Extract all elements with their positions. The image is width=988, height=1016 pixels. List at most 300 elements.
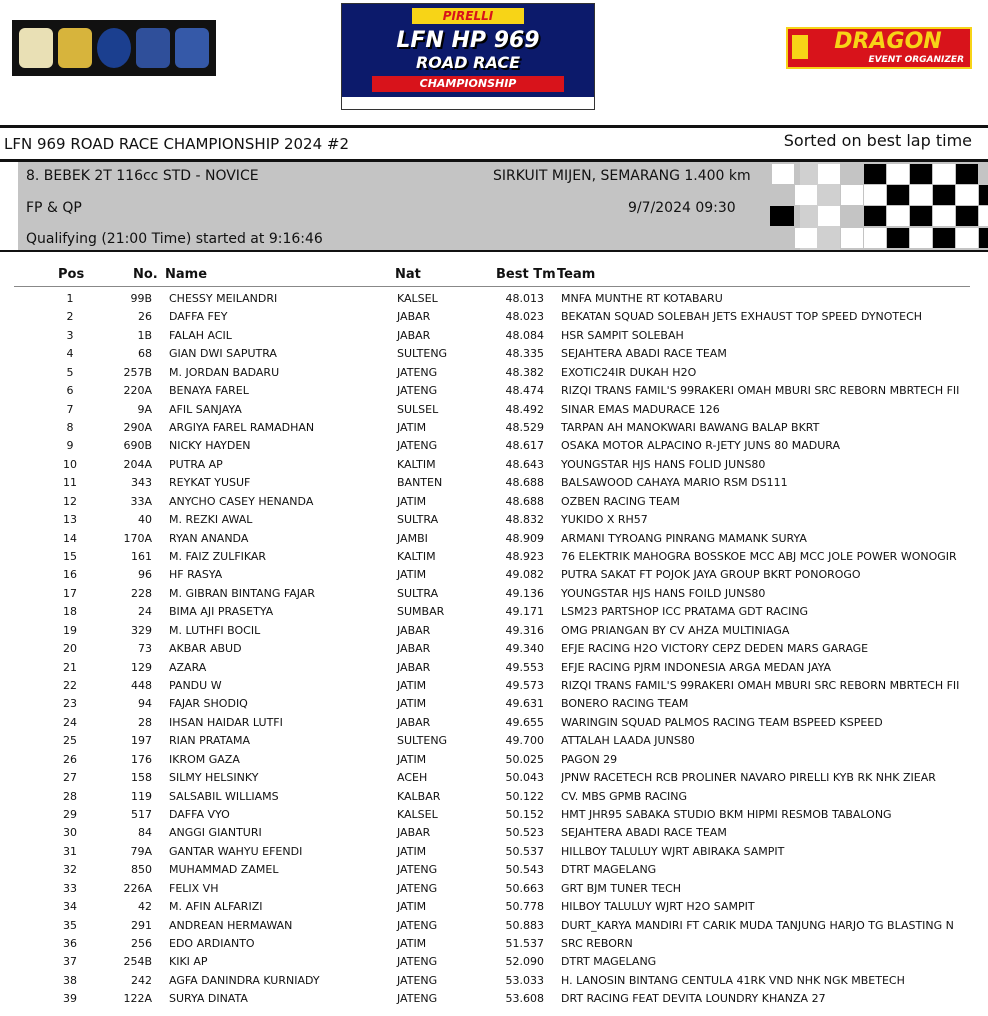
cell-team: RIZQI TRANS FAMIL'S 99RAKERI OMAH MBURI SRC REBORN MBRTECH FII <box>561 679 960 693</box>
cell-name: IHSAN HAIDAR LUTFI <box>169 715 283 729</box>
cell-best: 50.778 <box>505 900 544 914</box>
table-row <box>0 474 988 492</box>
cell-team: PAGON 29 <box>561 752 618 766</box>
cell-team: OZBEN RACING TEAM <box>561 494 680 508</box>
cell-nat: JATIM <box>397 937 427 951</box>
cell-nat: JABAR <box>397 660 431 674</box>
cell-best: 49.700 <box>505 734 544 748</box>
cell-nat: JABAR <box>397 328 431 342</box>
cell-pos: 4 <box>66 347 74 361</box>
cell-nat: JATIM <box>397 900 427 914</box>
cell-team: HMT JHR95 SABAKA STUDIO BKM HIPMI RESMOB TABALONG <box>561 808 892 822</box>
cell-no: 220A <box>123 384 152 398</box>
table-row <box>0 861 988 879</box>
cell-no: 33A <box>130 494 152 508</box>
cell-pos: 30 <box>63 826 77 840</box>
cell-nat: JAMBI <box>397 531 428 545</box>
table-row <box>0 751 988 769</box>
cell-name: GIAN DWI SAPUTRA <box>169 347 277 361</box>
cell-best: 48.013 <box>505 292 544 305</box>
table-row <box>0 732 988 750</box>
pirelli-brand: PIRELLI <box>412 8 524 24</box>
cell-best: 48.023 <box>505 310 544 324</box>
table-row <box>0 806 988 824</box>
table-row <box>0 622 988 640</box>
cell-nat: JATENG <box>397 439 438 453</box>
cell-nat: JATIM <box>397 421 427 434</box>
cell-name: RYAN ANANDA <box>169 531 249 545</box>
table-row <box>0 990 988 1008</box>
organizer-name: DRAGON <box>834 29 942 54</box>
cell-nat: JATENG <box>397 973 438 987</box>
table-row <box>0 677 988 695</box>
cell-no: 254B <box>123 955 152 969</box>
cell-name: DAFFA FEY <box>169 310 228 324</box>
cell-name: RIAN PRATAMA <box>169 734 251 748</box>
cell-pos: 16 <box>63 568 77 582</box>
cell-best: 53.608 <box>505 992 544 1006</box>
cell-no: 170A <box>123 531 152 545</box>
table-row <box>0 530 988 548</box>
cell-name: GANTAR WAHYU EFENDI <box>169 844 303 858</box>
cell-name: FALAH ACIL <box>169 328 232 342</box>
cell-nat: KALSEL <box>397 292 438 305</box>
cell-nat: SULSEL <box>397 402 439 416</box>
table-row <box>0 603 988 621</box>
cell-name: FELIX VH <box>169 881 219 895</box>
police-badge-icon <box>136 28 170 68</box>
cell-name: FAJAR SHODIQ <box>169 697 248 711</box>
cell-nat: JATIM <box>397 568 427 582</box>
cell-name: AKBAR ABUD <box>169 642 242 656</box>
table-row <box>0 788 988 806</box>
table-row <box>0 953 988 971</box>
table-row <box>0 714 988 732</box>
cell-best: 51.537 <box>505 937 544 951</box>
cell-team: EXOTIC24IR DUKAH H2O <box>561 365 697 379</box>
cell-team: OSAKA MOTOR ALPACINO R-JETY JUNS 80 MADURA <box>561 439 840 453</box>
cell-pos: 35 <box>63 918 77 932</box>
cell-nat: JABAR <box>397 826 431 840</box>
cell-no: 256 <box>131 937 152 951</box>
cell-pos: 17 <box>63 586 77 600</box>
cell-best: 53.033 <box>505 973 544 987</box>
table-row <box>0 898 988 916</box>
cell-no: 99B <box>130 292 152 305</box>
cell-best: 48.084 <box>505 328 544 342</box>
cell-team: PUTRA SAKAT FT POJOK JAYA GROUP BKRT PONOROGO <box>561 568 861 582</box>
cell-nat: KALSEL <box>397 808 438 822</box>
cell-best: 48.382 <box>505 365 544 379</box>
cell-no: 226A <box>123 881 152 895</box>
cell-name: M. LUTHFI BOCIL <box>169 623 261 637</box>
cell-best: 48.617 <box>505 439 544 453</box>
cell-pos: 36 <box>63 937 77 951</box>
cell-nat: JATENG <box>397 881 438 895</box>
table-row <box>0 548 988 566</box>
table-row <box>0 493 988 511</box>
checkered-flag-icon <box>770 162 988 250</box>
cell-team: JPNW RACETECH RCB PROLINER NAVARO PIRELLI KYB RK NHK ZIEAR <box>561 771 936 785</box>
cell-nat: KALTIM <box>397 550 436 564</box>
table-row <box>0 382 988 400</box>
cell-pos: 21 <box>63 660 77 674</box>
column-header-team: Team <box>557 267 596 282</box>
cell-name: M. GIBRAN BINTANG FAJAR <box>169 586 315 600</box>
cell-team: YOUNGSTAR HJS HANS FOLID JUNS80 <box>561 457 766 471</box>
cell-best: 48.909 <box>505 531 544 545</box>
cell-name: BENAYA FAREL <box>169 384 249 398</box>
cell-team: HSR SAMPIT SOLEBAH <box>561 328 684 342</box>
cell-team: SEJAHTERA ABADI RACE TEAM <box>561 826 727 840</box>
cell-best: 50.883 <box>505 918 544 932</box>
cell-best: 52.090 <box>505 955 544 969</box>
cell-nat: ACEH <box>397 771 428 785</box>
cell-best: 49.136 <box>505 586 544 600</box>
table-row <box>0 917 988 935</box>
cell-team: DURT_KARYA MANDIRI FT CARIK MUDA TANJUNG HARJO TG BLASTING N <box>561 918 954 932</box>
cell-no: 94 <box>138 697 152 711</box>
table-row <box>0 935 988 953</box>
cell-pos: 10 <box>63 457 77 471</box>
table-row <box>0 695 988 713</box>
circuit-info: SIRKUIT MIJEN, SEMARANG 1.400 km <box>493 168 751 184</box>
cell-nat: JABAR <box>397 715 431 729</box>
cell-team: BALSAWOOD CAHAYA MARIO RSM DS111 <box>561 476 788 490</box>
table-row <box>0 843 988 861</box>
cell-no: 84 <box>138 826 152 840</box>
organizer-sub: EVENT ORGANIZER <box>868 55 964 65</box>
cell-best: 50.025 <box>505 752 544 766</box>
cell-name: M. AFIN ALFARIZI <box>169 900 263 914</box>
session-datetime: 9/7/2024 09:30 <box>628 200 736 216</box>
cell-no: 517 <box>131 808 152 822</box>
sponsor-strip <box>342 97 594 109</box>
cell-nat: JATIM <box>397 844 427 858</box>
cell-best: 50.537 <box>505 844 544 858</box>
cell-pos: 5 <box>66 365 74 379</box>
cell-nat: JABAR <box>397 642 431 656</box>
column-header-name: Name <box>165 267 208 282</box>
cell-team: GRT BJM TUNER TECH <box>561 881 682 895</box>
cell-name: KIKI AP <box>169 955 208 969</box>
province-seal-icon <box>19 28 53 68</box>
cell-best: 49.553 <box>505 660 544 674</box>
cell-name: AGFA DANINDRA KURNIADY <box>169 973 320 987</box>
cell-pos: 32 <box>63 863 77 877</box>
cell-pos: 13 <box>63 513 77 527</box>
cell-best: 49.631 <box>505 697 544 711</box>
cell-best: 50.523 <box>505 826 544 840</box>
table-row <box>0 290 988 308</box>
cell-best: 49.171 <box>505 605 544 619</box>
cell-no: 26 <box>138 310 152 324</box>
cell-best: 48.335 <box>505 347 544 361</box>
table-row <box>0 566 988 584</box>
cell-no: 448 <box>131 679 152 693</box>
cell-name: ANYCHO CASEY HENANDA <box>169 494 314 508</box>
table-row <box>0 327 988 345</box>
cell-no: 257B <box>123 365 152 379</box>
cell-no: 68 <box>138 347 152 361</box>
event-logo-subtitle: ROAD RACE <box>415 53 521 72</box>
cell-pos: 6 <box>66 384 74 398</box>
cell-nat: JATENG <box>397 365 438 379</box>
cell-name: SILMY HELSINKY <box>169 771 259 785</box>
cell-nat: SULTENG <box>397 734 448 748</box>
column-header-no: No. <box>133 267 158 282</box>
cell-team: YOUNGSTAR HJS HANS FOILD JUNS80 <box>561 586 766 600</box>
cell-name: SALSABIL WILLIAMS <box>169 789 279 803</box>
cell-nat: JATENG <box>397 863 438 877</box>
cell-pos: 15 <box>63 550 77 564</box>
cell-best: 48.688 <box>505 476 544 490</box>
cell-name: DAFFA VYO <box>169 808 230 822</box>
cell-best: 49.573 <box>505 679 544 693</box>
session-type: FP & QP <box>26 200 82 216</box>
cell-best: 50.152 <box>505 808 544 822</box>
cell-name: REYKAT YUSUF <box>169 476 251 490</box>
cell-best: 49.316 <box>505 623 544 637</box>
cell-pos: 20 <box>63 642 77 656</box>
cell-best: 48.832 <box>505 513 544 527</box>
cell-pos: 31 <box>63 844 77 858</box>
table-row <box>0 972 988 990</box>
cell-pos: 29 <box>63 808 77 822</box>
cell-team: H. LANOSIN BINTANG CENTULA 41RK VND NHK NGK MBETECH <box>561 973 905 987</box>
cell-nat: BANTEN <box>397 476 443 490</box>
cell-no: 79A <box>130 844 152 858</box>
event-logo-subtitle2: CHAMPIONSHIP <box>372 76 564 92</box>
cell-best: 50.663 <box>505 881 544 895</box>
panel-bottom-divider <box>0 250 988 252</box>
cell-best: 48.688 <box>505 494 544 508</box>
cell-name: AFIL SANJAYA <box>169 402 242 416</box>
table-row <box>0 585 988 603</box>
cell-pos: 38 <box>63 973 77 987</box>
city-police-badge-icon <box>175 28 209 68</box>
cell-no: 343 <box>131 476 152 490</box>
cell-team: DTRT MAGELANG <box>561 863 657 877</box>
cell-name: AZARA <box>169 660 207 674</box>
top-divider <box>0 125 988 128</box>
column-header-pos: Pos <box>58 267 85 282</box>
cell-best: 50.122 <box>505 789 544 803</box>
cell-team: TARPAN AH MANOKWARI BAWANG BALAP BKRT <box>561 421 820 434</box>
table-row <box>0 769 988 787</box>
cell-name: EDO ARDIANTO <box>169 937 255 951</box>
table-row <box>0 364 988 382</box>
cell-name: IKROM GAZA <box>169 752 240 766</box>
table-row <box>0 456 988 474</box>
cell-nat: JABAR <box>397 623 431 637</box>
cell-nat: JATENG <box>397 955 438 969</box>
cell-nat: JATENG <box>397 918 438 932</box>
dragon-arrow-icon <box>792 35 808 59</box>
cell-pos: 3 <box>66 328 74 342</box>
cell-name: M. FAIZ ZULFIKAR <box>169 550 267 564</box>
cell-name: PANDU W <box>169 679 222 693</box>
cell-team: SEJAHTERA ABADI RACE TEAM <box>561 347 727 361</box>
cell-name: ANGGI GIANTURI <box>169 826 262 840</box>
cell-name: CHESSY MEILANDRI <box>169 292 278 305</box>
cell-no: 228 <box>131 586 152 600</box>
cell-no: 197 <box>131 734 152 748</box>
cell-name: HF RASYA <box>169 568 223 582</box>
table-row <box>0 308 988 326</box>
cell-team: ATTALAH LAADA JUNS80 <box>561 734 695 748</box>
cell-no: 28 <box>138 715 152 729</box>
cell-nat: SULTRA <box>397 586 439 600</box>
table-row <box>0 640 988 658</box>
police-emblem-icon <box>97 28 131 68</box>
cell-pos: 18 <box>63 605 77 619</box>
cell-pos: 33 <box>63 881 77 895</box>
cell-pos: 11 <box>63 476 77 490</box>
cell-team: HILBOY TALULUY WJRT H2O SAMPIT <box>561 900 755 914</box>
cell-team: SRC REBORN <box>561 937 633 951</box>
cell-pos: 7 <box>66 402 74 416</box>
cell-pos: 12 <box>63 494 77 508</box>
cell-no: 40 <box>138 513 152 527</box>
cell-no: 42 <box>138 900 152 914</box>
cell-no: 24 <box>138 605 152 619</box>
cell-name: M. REZKI AWAL <box>169 513 253 527</box>
cell-no: 161 <box>131 550 152 564</box>
table-row <box>0 511 988 529</box>
cell-best: 48.643 <box>505 457 544 471</box>
organizer-logo <box>786 27 972 69</box>
cell-name: M. JORDAN BADARU <box>169 365 280 379</box>
cell-no: 96 <box>138 568 152 582</box>
cell-best: 50.543 <box>505 863 544 877</box>
column-header-nat: Nat <box>395 267 421 282</box>
cell-best: 48.474 <box>505 384 544 398</box>
cell-best: 48.492 <box>505 402 544 416</box>
table-row <box>0 401 988 419</box>
cell-team: EFJE RACING H2O VICTORY CEPZ DEDEN MARS GARAGE <box>561 642 869 656</box>
cell-nat: SULTRA <box>397 513 439 527</box>
cell-pos: 22 <box>63 679 77 693</box>
cell-pos: 14 <box>63 531 77 545</box>
cell-nat: JATIM <box>397 679 427 693</box>
table-row <box>0 345 988 363</box>
cell-no: 204A <box>123 457 152 471</box>
cell-no: 690B <box>123 439 152 453</box>
column-header-best: Best Tm <box>496 267 556 282</box>
cell-nat: SUMBAR <box>397 605 445 619</box>
table-row <box>0 419 988 437</box>
cell-no: 176 <box>131 752 152 766</box>
cell-no: 850 <box>131 863 152 877</box>
header-underline <box>14 286 970 287</box>
cell-team: ARMANI TYROANG PINRANG MAMANK SURYA <box>561 531 807 545</box>
cell-pos: 19 <box>63 623 77 637</box>
cell-nat: JATIM <box>397 752 427 766</box>
cell-no: 119 <box>131 789 152 803</box>
cell-team: WARINGIN SQUAD PALMOS RACING TEAM BSPEED KSPEED <box>561 715 883 729</box>
cell-pos: 26 <box>63 752 77 766</box>
cell-name: ARGIYA FAREL RAMADHAN <box>169 421 315 434</box>
cell-name: PUTRA AP <box>169 457 223 471</box>
cell-team: 76 ELEKTRIK MAHOGRA BOSSKOE MCC ABJ MCC JOLE POWER WONOGIR <box>561 550 957 564</box>
event-logo-title: LFN HP 969 <box>396 28 540 53</box>
cell-team: DTRT MAGELANG <box>561 955 657 969</box>
cell-name: ANDREAN HERMAWAN <box>169 918 293 932</box>
cell-nat: KALTIM <box>397 457 436 471</box>
table-row <box>0 824 988 842</box>
cell-best: 49.340 <box>505 642 544 656</box>
qualifying-start: Qualifying (21:00 Time) started at 9:16:46 <box>26 231 323 247</box>
event-logo <box>341 3 595 110</box>
regional-seal-icon <box>58 28 92 68</box>
cell-pos: 1 <box>66 292 74 305</box>
cell-pos: 34 <box>63 900 77 914</box>
cell-pos: 24 <box>63 715 77 729</box>
cell-best: 48.923 <box>505 550 544 564</box>
cell-no: 242 <box>131 973 152 987</box>
cell-team: MNFA MUNTHE RT KOTABARU <box>561 292 723 305</box>
cell-nat: JATENG <box>397 992 438 1006</box>
cell-no: 1B <box>137 328 152 342</box>
cell-pos: 39 <box>63 992 77 1006</box>
cell-name: NICKY HAYDEN <box>169 439 251 453</box>
table-row <box>0 659 988 677</box>
cell-team: SINAR EMAS MADURACE 126 <box>561 402 720 416</box>
cell-name: SURYA DINATA <box>169 992 248 1006</box>
cell-team: BONERO RACING TEAM <box>561 697 689 711</box>
cell-no: 291 <box>131 918 152 932</box>
cell-nat: SULTENG <box>397 347 448 361</box>
cell-team: CV. MBS GPMB RACING <box>561 789 688 803</box>
cell-team: OMG PRIANGAN BY CV AHZA MULTINIAGA <box>561 623 790 637</box>
cell-pos: 28 <box>63 789 77 803</box>
cell-pos: 37 <box>63 955 77 969</box>
cell-nat: JATIM <box>397 697 427 711</box>
cell-nat: JABAR <box>397 310 431 324</box>
cell-team: DRT RACING FEAT DEVITA LOUNDRY KHANZA 27 <box>561 992 826 1006</box>
table-row <box>0 880 988 898</box>
cell-no: 329 <box>131 623 152 637</box>
cell-team: LSM23 PARTSHOP ICC PRATAMA GDT RACING <box>561 605 809 619</box>
cell-team: BEKATAN SQUAD SOLEBAH JETS EXHAUST TOP SPEED DYNOTECH <box>561 310 923 324</box>
cell-team: EFJE RACING PJRM INDONESIA ARGA MEDAN JAYA <box>561 660 831 674</box>
cell-no: 9A <box>137 402 152 416</box>
cell-no: 129 <box>131 660 152 674</box>
cell-best: 49.082 <box>505 568 544 582</box>
cell-best: 50.043 <box>505 771 544 785</box>
cell-team: HILLBOY TALULUY WJRT ABIRAKA SAMPIT <box>561 844 785 858</box>
cell-nat: KALBAR <box>397 789 441 803</box>
cell-name: BIMA AJI PRASETYA <box>169 605 274 619</box>
championship-title: LFN 969 ROAD RACE CHAMPIONSHIP 2024 #2 <box>4 135 349 153</box>
sponsor-seals <box>12 20 216 76</box>
cell-pos: 8 <box>66 421 74 434</box>
cell-no: 122A <box>123 992 152 1006</box>
cell-nat: JATENG <box>397 384 438 398</box>
table-row <box>0 437 988 455</box>
cell-team: RIZQI TRANS FAMIL'S 99RAKERI OMAH MBURI SRC REBORN MBRTECH FII <box>561 384 960 398</box>
cell-best: 49.655 <box>505 715 544 729</box>
cell-pos: 25 <box>63 734 77 748</box>
cell-team: YUKIDO X RH57 <box>561 513 648 527</box>
cell-no: 290A <box>123 421 152 434</box>
cell-pos: 23 <box>63 697 77 711</box>
cell-no: 158 <box>131 771 152 785</box>
cell-no: 73 <box>138 642 152 656</box>
class-name: 8. BEBEK 2T 116cc STD - NOVICE <box>26 168 259 184</box>
sort-note: Sorted on best lap time <box>783 131 972 150</box>
